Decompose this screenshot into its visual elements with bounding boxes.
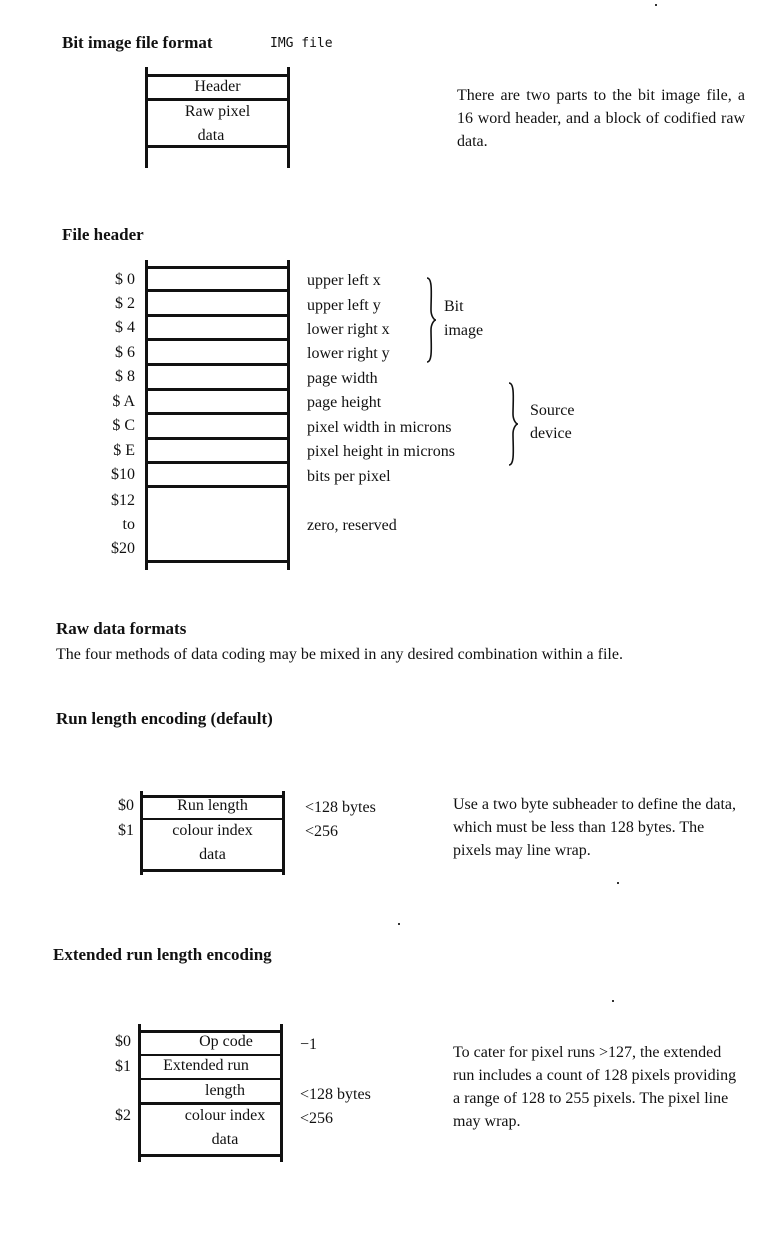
field-lower-right-x: lower right x: [307, 321, 390, 338]
data-cell: data: [199, 846, 226, 863]
length-cell: length: [205, 1082, 245, 1099]
bit-image-brace: [424, 278, 438, 362]
raw-pixel-cell: Raw pixel: [184, 103, 251, 120]
source-device-brace: [506, 383, 520, 465]
scan-speck: [398, 923, 400, 925]
rle-note-bytes: <128 bytes: [305, 799, 376, 816]
ext-note-256: <256: [300, 1110, 334, 1127]
run-length-encoding-heading: Run length encoding (default): [56, 709, 273, 728]
scan-speck: [617, 882, 619, 884]
scan-speck: [612, 1000, 614, 1002]
rle-offset-1: $1: [118, 822, 134, 839]
rle-description: Use a two byte subheader to define the data, which must be less than 128 bytes. The pixels may line wrap.: [453, 796, 737, 859]
offset-a: $ A: [112, 393, 135, 410]
offset-4: $ 4: [115, 319, 135, 336]
group-bit-label: Bit: [444, 298, 464, 315]
field-pixel-height: pixel height in microns: [307, 443, 455, 460]
offset-6: $ 6: [115, 344, 135, 361]
ext-note-bytes: <128 bytes: [300, 1086, 371, 1103]
group-device-label: device: [530, 425, 572, 442]
field-pixel-width: pixel width in microns: [307, 419, 452, 436]
offset-10: $10: [111, 466, 135, 483]
extended-rle-description: To cater for pixel runs >127, the extended run includes a count of 128 pixels providing a range of 128 to 255 pixels. The pixel line may wrap.: [453, 1044, 737, 1130]
bit-image-description: There are two parts to the bit image file, a 16 word header, and a block of codified raw data.: [457, 87, 745, 150]
offset-12: $12: [111, 492, 135, 509]
field-upper-left-x: upper left x: [307, 272, 381, 289]
rle-offset-0: $0: [118, 797, 134, 814]
ext-offset-2: $2: [115, 1107, 131, 1124]
offset-0: $ 0: [115, 271, 135, 288]
raw-data-formats-heading: Raw data formats: [56, 619, 187, 638]
raw-pixel-data-cell: data: [197, 127, 225, 144]
file-header-heading: File header: [62, 225, 144, 244]
rle-note-256: <256: [305, 823, 339, 840]
offset-8: $ 8: [115, 368, 135, 385]
raw-data-formats-text: The four methods of data coding may be mixed in any desired combination within a file.: [56, 646, 623, 663]
img-file-label: IMG file: [270, 36, 333, 51]
ext-data-cell: data: [211, 1131, 239, 1148]
extended-run-cell: Extended run: [163, 1057, 249, 1074]
offset-to: to: [122, 516, 135, 533]
offset-2: $ 2: [115, 295, 135, 312]
bit-image-file-format-heading: Bit image file format: [62, 33, 213, 52]
header-cell: Header: [194, 78, 241, 95]
ext-offset-0: $0: [115, 1033, 131, 1050]
group-source-label: Source: [530, 402, 575, 419]
op-code-cell: Op code: [199, 1033, 253, 1050]
group-image-label: image: [444, 322, 484, 339]
ext-note-minus-one: −1: [300, 1036, 318, 1053]
offset-20: $20: [111, 540, 135, 557]
colour-index-cell: colour index: [172, 822, 253, 839]
field-page-height: page height: [307, 394, 382, 411]
field-page-width: page width: [307, 370, 378, 387]
ext-offset-1: $1: [115, 1058, 131, 1075]
offset-e: $ E: [113, 442, 135, 459]
field-upper-left-y: upper left y: [307, 297, 381, 314]
scan-speck: [655, 4, 657, 6]
field-bits-per-pixel: bits per pixel: [307, 468, 391, 485]
field-lower-right-y: lower right y: [307, 345, 390, 362]
run-length-cell: Run length: [177, 797, 248, 814]
extended-rle-heading: Extended run length encoding: [53, 945, 272, 964]
ext-colour-index-cell: colour index: [184, 1107, 266, 1124]
field-reserved: zero, reserved: [307, 517, 397, 534]
offset-c: $ C: [112, 417, 135, 434]
